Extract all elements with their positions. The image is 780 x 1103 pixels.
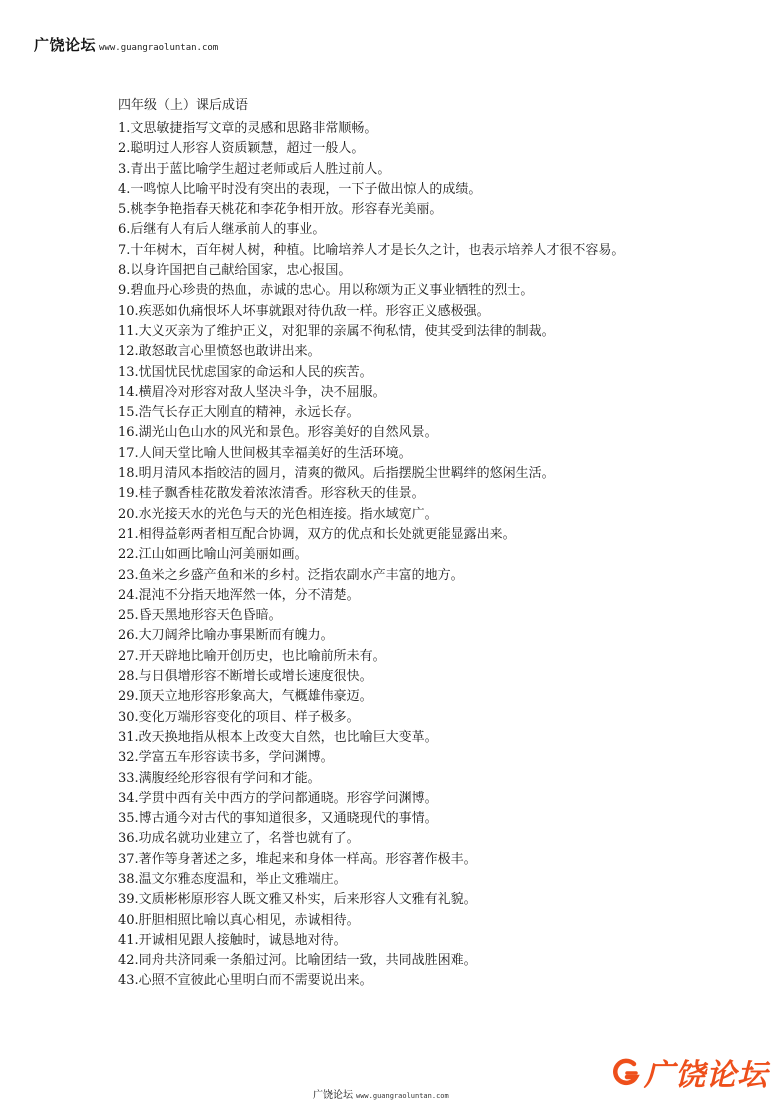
document-body	[118, 96, 758, 992]
idiom-item: 6.后继有人有后人继承前人的事业。	[118, 222, 326, 238]
idiom-item: 34.学贯中西有关中西方的学问都通晓。形容学问渊博。	[118, 790, 438, 806]
logo-text: 广饶论坛	[644, 1058, 768, 1093]
idiom-item: 43.心照不宣彼此心里明白而不需要说出来。	[118, 973, 373, 989]
document-title: 四年级（上）课后成语	[118, 98, 249, 113]
idiom-item: 30.变化万端形容变化的项目、样子极多。	[118, 709, 360, 725]
idiom-item: 36.功成名就功业建立了，名誉也就有了。	[118, 831, 360, 847]
idiom-item: 42.同舟共济同乘一条船过河。比喻团结一致，共同战胜困难。	[118, 953, 477, 969]
idiom-item: 23.鱼米之乡盛产鱼和米的乡村。泛指农副水产丰富的地方。	[118, 567, 464, 583]
idiom-item: 37.著作等身著述之多，堆起来和身体一样高。形容著作极丰。	[118, 851, 477, 867]
idiom-item: 7.十年树木，百年树人树，种植。比喻培养人才是长久之计，也表示培养人才很不容易。	[118, 242, 625, 258]
idiom-item: 25.昏天黑地形容天色昏暗。	[118, 608, 282, 624]
idiom-list	[118, 119, 758, 992]
idiom-item: 35.博古通今对古代的事知道很多，又通晓现代的事情。	[118, 811, 438, 827]
idiom-item: 22.江山如画比喻山河美丽如画。	[118, 547, 308, 563]
idiom-item: 33.满腹经纶形容很有学问和才能。	[118, 770, 321, 786]
idiom-item: 1.文思敏捷指写文章的灵感和思路非常顺畅。	[118, 121, 378, 136]
idiom-item: 13.忧国忧民忧虑国家的命运和人民的疾苦。	[118, 364, 373, 380]
site-url[interactable]: www.guangraoluntan.com	[99, 43, 219, 53]
idiom-item: 5.桃李争艳指春天桃花和李花争相开放。形容春光美丽。	[118, 202, 443, 218]
idiom-item: 39.文质彬彬原形容人既文雅又朴实，后来形容人文雅有礼貌。	[118, 892, 477, 908]
idiom-item: 29.顶天立地形容形象高大，气概雄伟豪迈。	[118, 689, 373, 705]
idiom-item: 24.混沌不分指天地浑然一体，分不清楚。	[118, 587, 360, 603]
idiom-item: 38.温文尔雅态度温和，举止文雅端庄。	[118, 871, 347, 887]
idiom-item: 26.大刀阔斧比喻办事果断而有魄力。	[118, 628, 334, 644]
page-footer	[313, 1086, 449, 1101]
idiom-item: 21.相得益彰两者相互配合协调，双方的优点和长处就更能显露出来。	[118, 526, 516, 542]
idiom-item: 8.以身许国把自己献给国家，忠心报国。	[118, 263, 352, 279]
g-logo-icon	[612, 1055, 642, 1089]
idiom-item: 10.疾恶如仇痛恨坏人坏事就跟对待仇敌一样。形容正义感极强。	[118, 303, 490, 319]
idiom-item: 2.聪明过人形容人资质颖慧，超过一般人。	[118, 141, 365, 157]
idiom-item: 9.碧血丹心珍贵的热血，赤诚的忠心。用以称颂为正义事业牺牲的烈士。	[118, 283, 534, 299]
idiom-item: 12.敢怒敢言心里愤怒也敢讲出来。	[118, 344, 321, 360]
idiom-item: 19.桂子飘香桂花散发着浓浓清香。形容秋天的佳景。	[118, 486, 425, 502]
footer-url[interactable]: www.guangraoluntan.com	[356, 1092, 449, 1100]
idiom-item: 17.人间天堂比喻人世间极其幸福美好的生活环境。	[118, 445, 412, 461]
idiom-item: 16.湖光山色山水的风光和景色。形容美好的自然风景。	[118, 425, 438, 441]
idiom-item: 3.青出于蓝比喻学生超过老师或后人胜过前人。	[118, 161, 391, 177]
idiom-item: 14.横眉冷对形容对敌人坚决斗争，决不屈服。	[118, 384, 386, 400]
idiom-item: 27.开天辟地比喻开创历史，也比喻前所未有。	[118, 648, 386, 664]
idiom-item: 11.大义灭亲为了维护正义，对犯罪的亲属不徇私情，使其受到法律的制裁。	[118, 323, 555, 339]
idiom-item: 40.肝胆相照比喻以真心相见，赤诚相待。	[118, 912, 360, 928]
site-brand: 广饶论坛	[34, 36, 97, 54]
footer-brand: 广饶论坛	[313, 1090, 353, 1101]
idiom-item: 20.水光接天水的光色与天的光色相连接。指水域宽广。	[118, 506, 438, 522]
page-header	[34, 34, 218, 55]
idiom-item: 18.明月清风本指皎洁的圆月，清爽的微风。后指摆脱尘世羁绊的悠闲生活。	[118, 466, 555, 482]
idiom-item: 4.一鸣惊人比喻平时没有突出的表现，一下子做出惊人的成绩。	[118, 181, 482, 197]
idiom-item: 31.改天换地指从根本上改变大自然，也比喻巨大变革。	[118, 729, 438, 745]
idiom-item: 28.与日俱增形容不断增长或增长速度很快。	[118, 669, 373, 685]
idiom-item: 41.开诚相见跟人接触时，诚恳地对待。	[118, 932, 347, 948]
idiom-item: 32.学富五车形容读书多，学问渊博。	[118, 750, 334, 766]
site-logo	[612, 1050, 768, 1094]
idiom-item: 15.浩气长存正大刚直的精神，永远长存。	[118, 405, 360, 421]
